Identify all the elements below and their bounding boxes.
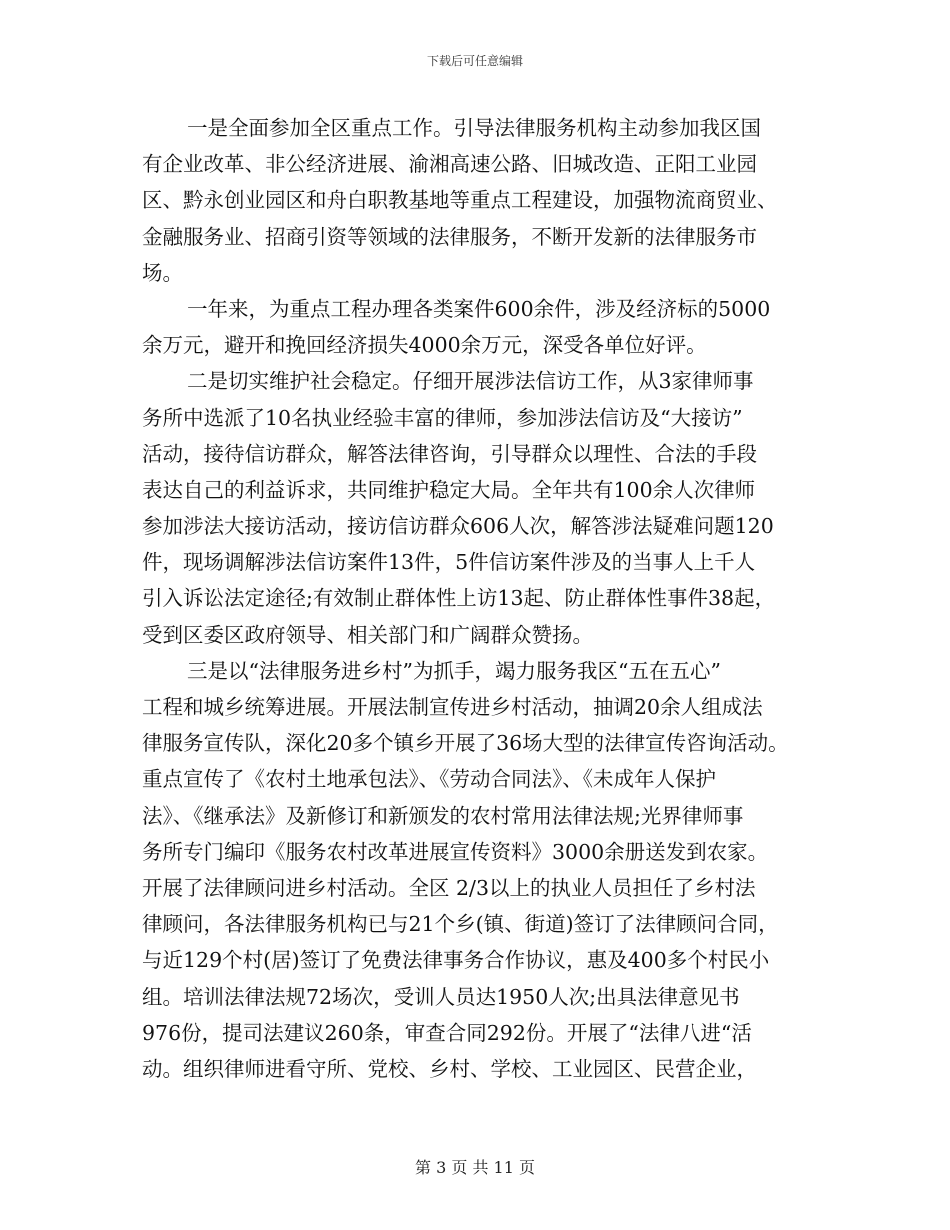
paragraph-line: 区、黔永创业园区和舟白职教基地等重点工程建设，加强物流商贸业、 [142,188,778,213]
paragraph-line: 一是全面参加全区重点工作。引导法律服务机构主动参加我区国 [187,116,761,140]
paragraph-line: 引入诉讼法定途径;有效制止群体性上访13起、防止群体性事件38起， [142,586,776,611]
paragraph-line: 活动，接待信访群众，解答法律咨询，引导群众以理性、合法的手段 [142,441,757,466]
paragraph-line: 重点宣传了《农村土地承包法》、《劳动合同法》、《未成年人保护 [142,767,716,792]
paragraph-line: 律服务宣传队，深化20多个镇乡开展了36场大型的法律宣传咨询活动。 [142,731,789,756]
paragraph-line: 工程和城乡统筹进展。开展法制宣传进乡村活动，抽调20余人组成法 [142,695,763,719]
page-header: 下载后可任意编辑 [426,54,523,68]
paragraph-line: 件，现场调解涉法信访案件13件，5件信访案件涉及的当事人上千人 [142,550,756,575]
paragraph-line: 开展了法律顾问进乡村活动。全区 2/3以上的执业人员担任了乡村法 [142,875,756,900]
paragraph-line: 律顾问，各法律服务机构已与21个乡(镇、街道)签订了法律顾问合同， [142,912,779,937]
paragraph-line: 余万元，避开和挽回经济损失4000余万元，深受各单位好评。 [142,333,707,358]
document-body [142,110,832,1087]
paragraph-line: 与近129个村(居)签订了免费法律事务合作协议，惠及400多个村民小 [142,948,770,973]
paragraph-line: 务所专门编印《服务农村改革进展宣传资料》3000余册送发到农家。 [142,839,769,864]
paragraph-line: 金融服务业、招商引资等领域的法律服务，不断开发新的法律服务市 [142,224,757,249]
paragraph-line: 参加涉法大接访活动，接访信访群众606人次，解答涉法疑难问题120 [142,514,774,539]
paragraph-line: 动。组织律师进看守所、党校、乡村、学校、工业园区、民营企业， [142,1056,757,1081]
paragraph-line: 三是以“法律服务进乡村”为抓手，竭力服务我区“五在五心” [187,658,721,683]
paragraph-line: 组。培训法律法规72场次，受训人员达1950人次;出具法律意见书 [142,984,740,1009]
paragraph-line: 有企业改革、非公经济进展、渝湘高速公路、旧城改造、正阳工业园 [142,152,757,177]
paragraph-line: 务所中选派了10名执业经验丰富的律师，参加涉法信访及“大接访” [142,405,743,430]
paragraph-line: 976份，提司法建议260条，审查合同292份。开展了“法律八进“活 [142,1020,752,1045]
paragraph-line: 场。 [142,260,183,285]
paragraph-line: 表达自己的利益诉求，共同维护稳定大局。全年共有100余人次律师 [142,477,756,502]
paragraph-line: 法》、《继承法》及新修订和新颁发的农村常用法律法规;光界律师事 [142,803,744,828]
paragraph-line: 受到区委区政府领导、相关部门和广阔群众赞扬。 [142,622,593,647]
paragraph-line: 二是切实维护社会稳定。仔细开展涉法信访工作，从3家律师事 [187,369,754,394]
page-number: 第 3 页 共 11 页 [415,1158,535,1177]
paragraph-line: 一年来，为重点工程办理各类案件600余件，涉及经济标的5000 [187,296,771,321]
